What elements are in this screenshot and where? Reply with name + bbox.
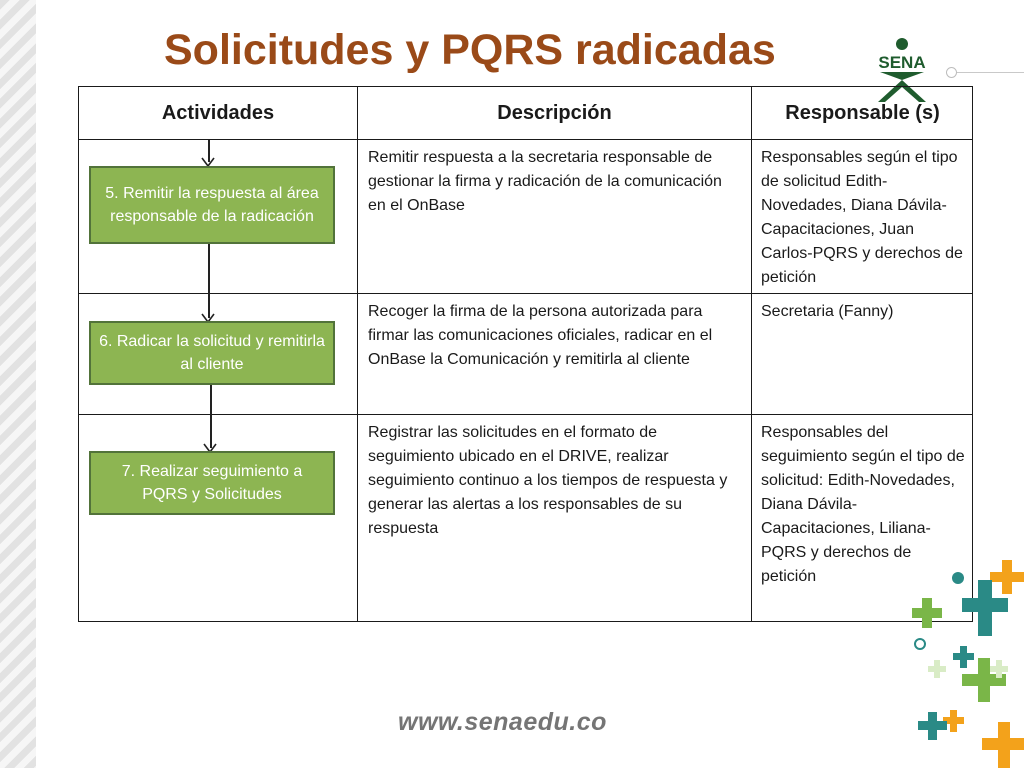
row-3-responsible: Responsables del seguimiento según el tipo de solicitud: Edith-Novedades, Diana Dávila-Capacitaciones, Liliana-PQRS y derechos de petición (761, 424, 965, 585)
header-responsable: Responsable (s) (785, 101, 940, 124)
row-3-description: Registrar las solicitudes en el formato de seguimiento ubicado en el DRIVE, realizar seguimiento continuo a los tiempos de respuesta y generar las alertas a los responsables de su respuesta (368, 424, 728, 537)
row-divider (79, 414, 972, 415)
header-actividades: Actividades (161, 101, 275, 124)
activity-box-7: 7. Realizar seguimiento a PQRS y Solicitudes (89, 451, 335, 515)
sena-logo-text: SENA (878, 53, 926, 72)
column-divider (357, 87, 358, 621)
row-1-responsible: Responsables según el tipo de solicitud Edith-Novedades, Diana Dávila-Capacitaciones, Juan Carlos-PQRS y derechos de petición (761, 149, 963, 286)
row-1-description: Remitir respuesta a la secretaria responsable de gestionar la firma y radicación de la comunicación en el OnBase (368, 149, 722, 214)
row-divider (79, 293, 972, 294)
logo-rule (946, 72, 1024, 73)
column-divider (751, 87, 752, 621)
footer-url: www.senaedu.co (398, 708, 607, 736)
header-descripcion: Descripción (497, 101, 612, 124)
flow-connector (210, 385, 212, 448)
decorative-crosses-graphic (900, 540, 1024, 768)
logo-rule-dot (946, 67, 957, 78)
activity-box-6: 6. Radicar la solicitud y remitirla al cliente (89, 321, 335, 385)
slide-title: Solicitudes y PQRS radicadas (164, 26, 776, 74)
slide-side-stripe (0, 0, 36, 768)
row-2-description: Recoger la firma de la persona autorizada para firmar las comunicaciones oficiales, radicar en el OnBase la Comunicación y remitirla al cliente (368, 303, 713, 368)
row-divider (79, 139, 972, 140)
activity-box-5: 5. Remitir la respuesta al área responsable de la radicación (89, 166, 335, 244)
flow-connector (208, 244, 210, 318)
row-2-responsible: Secretaria (Fanny) (761, 303, 894, 320)
